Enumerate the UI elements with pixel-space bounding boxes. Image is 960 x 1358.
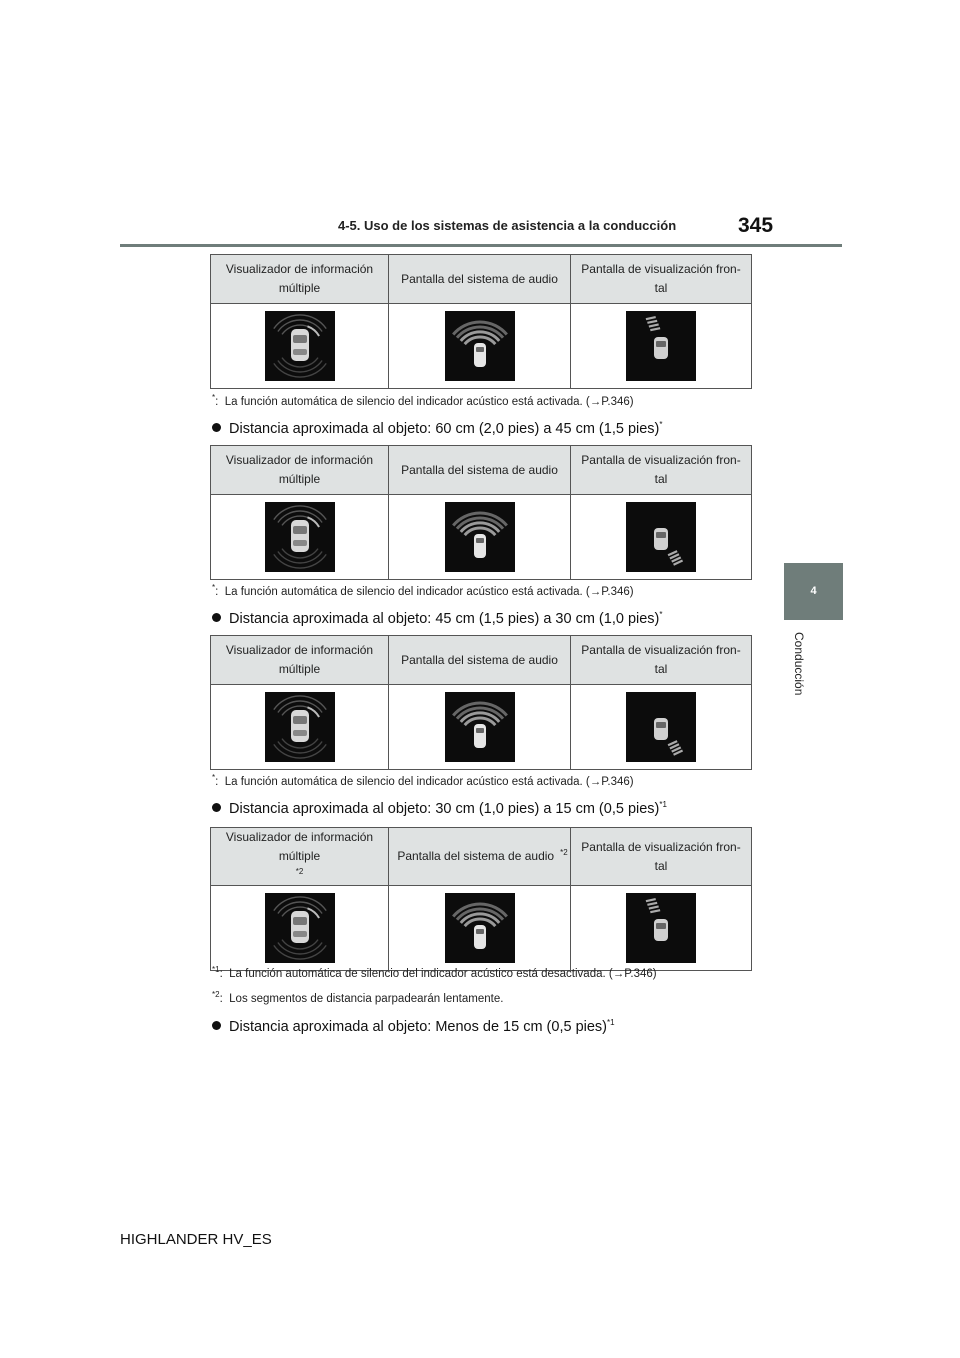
distance-bullet: Distancia aproximada al objeto: 60 cm (2,0 pies) a 45 cm (1,5 pies)* <box>212 421 663 437</box>
col-mid: Visualizador de información múltiple$^{*2}$ <box>211 828 389 886</box>
footnote: *: La función automática de silencio del indicador acústico está activada. (→P.346) <box>212 583 634 598</box>
header-rule <box>120 244 842 247</box>
col-mid: Visualizador de información múltiple <box>211 255 389 304</box>
col-audio: Pantalla del sistema de audio <box>389 255 571 304</box>
audio-screen-image <box>445 502 515 572</box>
col-hud: Pantalla de visualización fron- tal <box>571 446 752 495</box>
display-table-4 <box>210 827 752 971</box>
col-audio: Pantalla del sistema de audio <box>389 636 571 685</box>
col-hud: Pantalla de visualización fron- tal <box>571 636 752 685</box>
section-title: 4-5. Uso de los sistemas de asistencia a la conducción <box>338 218 677 233</box>
footnote: *: La función automática de silencio del indicador acústico está activada. (→P.346) <box>212 393 634 408</box>
display-table-3 <box>210 635 752 770</box>
col-hud: Pantalla de visualización fron- tal <box>571 255 752 304</box>
hud-screen-image <box>626 893 696 963</box>
col-mid: Visualizador de información múltiple <box>211 446 389 495</box>
mid-screen-image <box>265 692 335 762</box>
display-table-2 <box>210 445 752 580</box>
distance-bullet: Distancia aproximada al objeto: 45 cm (1,5 pies) a 30 cm (1,0 pies)* <box>212 611 663 627</box>
chapter-tab[interactable] <box>784 563 843 620</box>
mid-screen-image <box>265 311 335 381</box>
chapter-number: 4 <box>810 585 817 597</box>
mid-screen-image <box>265 502 335 572</box>
page-number: 345 <box>738 214 774 237</box>
hud-screen-image <box>626 692 696 762</box>
mid-screen-image <box>265 893 335 963</box>
distance-bullet: Distancia aproximada al objeto: Menos de 15 cm (0,5 pies)$^{*1}$ <box>212 1019 615 1035</box>
chapter-label: Conducción <box>792 632 806 696</box>
distance-bullet: Distancia aproximada al objeto: 30 cm (1,0 pies) a 15 cm (0,5 pies)$^{*1}$ <box>212 801 667 817</box>
col-audio: Pantalla del sistema de audio <box>389 446 571 495</box>
model-footer: HIGHLANDER HV_ES <box>120 1231 272 1248</box>
footnote: $^{*2}$: Los segmentos de distancia parpadearán lentamente. <box>212 990 504 1005</box>
hud-screen-image <box>626 311 696 381</box>
hud-screen-image <box>626 502 696 572</box>
col-hud: Pantalla de visualización fron- tal <box>571 828 752 886</box>
footnote: $^{*1}$: La función automática de silencio del indicador acústico está desactivada. (→P.346) <box>212 965 657 980</box>
audio-screen-image <box>445 893 515 963</box>
col-mid: Visualizador de información múltiple <box>211 636 389 685</box>
display-table-1 <box>210 254 752 389</box>
audio-screen-image <box>445 311 515 381</box>
col-audio: Pantalla del sistema de audio $^{*2}$ <box>389 828 571 886</box>
footnote: *: La función automática de silencio del indicador acústico está activada. (→P.346) <box>212 773 634 788</box>
audio-screen-image <box>445 692 515 762</box>
